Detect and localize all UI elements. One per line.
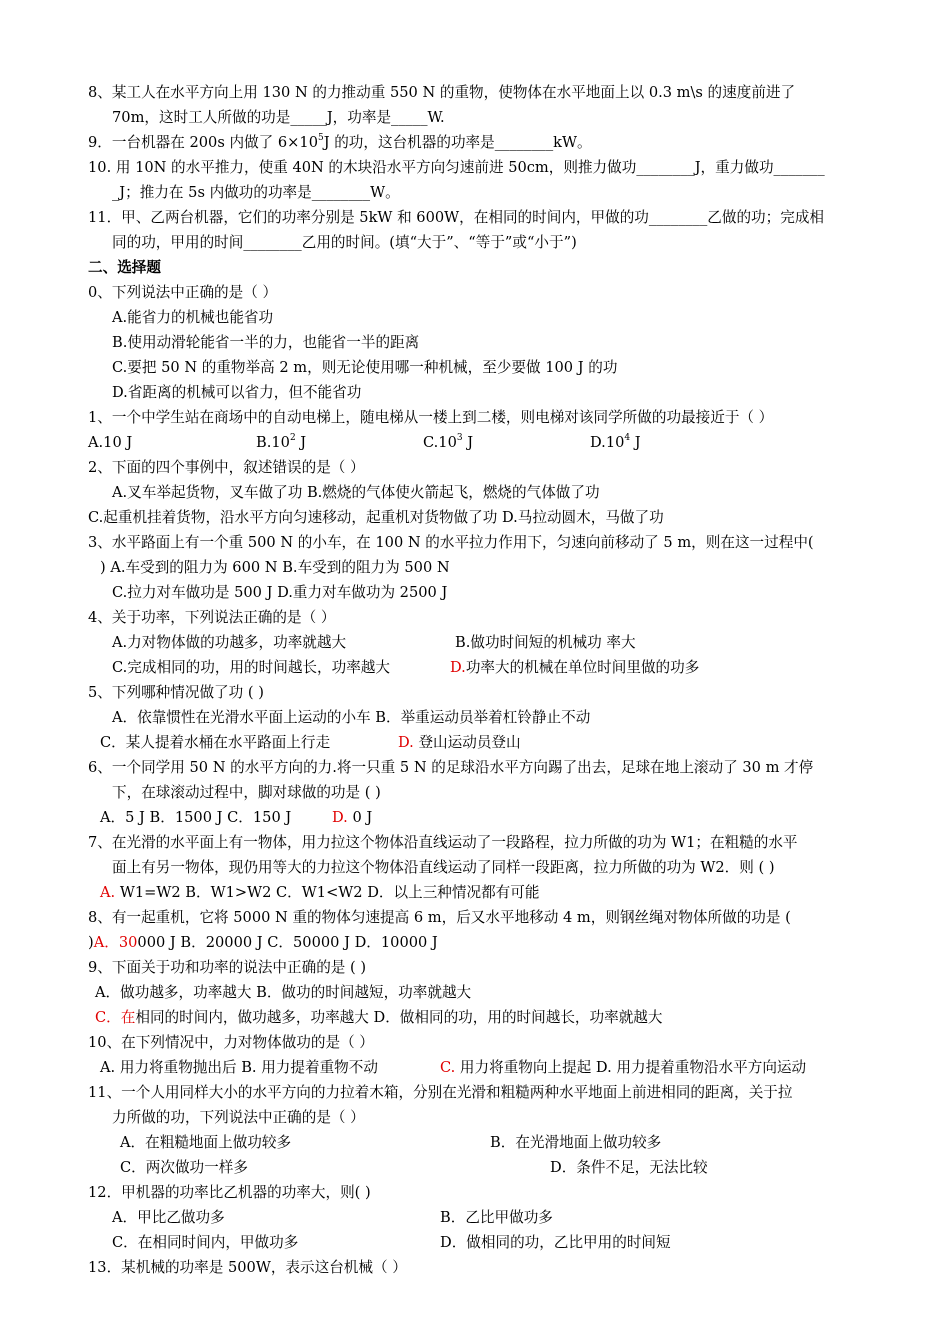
text-line: [112, 783, 381, 803]
text-segment: D．做相同的功，乙比甲用的时间短: [440, 1234, 671, 1251]
text-segment: D.10: [590, 434, 625, 451]
text-line: [88, 408, 773, 428]
text-segment: A.10 J: [88, 434, 133, 451]
text-line: [88, 958, 366, 978]
text-line: [88, 133, 592, 153]
text-line: [88, 158, 825, 178]
text-line: [88, 608, 335, 628]
text-line: [88, 1083, 792, 1103]
text-segment: 同的功，甲用的时间________乙用的时间。(填“大于”、“等于”或“小于”): [112, 234, 577, 251]
text-line: [440, 1058, 806, 1078]
text-segment: ) A.车受到的阻力为 600 N B.车受到的阻力为 500 N: [100, 559, 450, 576]
text-line: [112, 483, 600, 503]
text-segment: D.省距离的机械可以省力，但不能省功: [112, 384, 362, 401]
text-segment: 二、选择题: [88, 259, 161, 276]
text-line: [440, 1208, 553, 1228]
text-line: [112, 333, 419, 353]
text-segment: J 的功，这台机器的功率是________kW。: [323, 134, 592, 151]
text-segment: A．依靠惯性在光滑水平面上运动的小车 B．举重运动员举着杠铃静止不动: [112, 709, 591, 726]
text-segment: 13．某机械的功率是 500W，表示这台机械（ ）: [88, 1259, 407, 1276]
section-heading: [88, 258, 161, 278]
text-line: [112, 183, 400, 203]
answer-mark: D.: [398, 734, 414, 751]
text-line: [88, 1033, 374, 1053]
text-line: [112, 633, 346, 653]
text-line: [95, 1008, 662, 1028]
text-segment: C．某人提着水桶在水平路面上行走: [100, 734, 331, 751]
text-segment: B.10: [256, 434, 290, 451]
text-segment: 12．甲机器的功率比乙机器的功率大，则( ): [88, 1184, 371, 1201]
text-segment: _J；推力在 5s 内做功的功率是________W。: [112, 184, 400, 201]
text-segment: B．在光滑地面上做功较多: [490, 1134, 662, 1151]
text-segment: A．做功越多，功率越大 B．做功的时间越短，功率就越大: [95, 984, 472, 1001]
text-line: [88, 458, 365, 478]
answer-mark: A.: [100, 884, 116, 901]
text-line: [550, 1158, 708, 1178]
text-segment: 11、一个人用同样大小的水平方向的力拉着木箱，分别在光滑和粗糙两种水平地面上前进相同的距离，关于拉: [88, 1084, 793, 1101]
text-line: [95, 983, 471, 1003]
text-line: [88, 1258, 407, 1278]
text-line: [590, 433, 641, 453]
text-segment: B.做功时间短的机械功 率大: [455, 634, 636, 651]
text-segment: A．甲比乙做功多: [112, 1209, 225, 1226]
text-line: [112, 108, 445, 128]
text-line: [112, 1208, 225, 1228]
text-line: [100, 558, 450, 578]
answer-mark: C.: [440, 1059, 456, 1076]
text-line: [112, 858, 775, 878]
text-segment: 9．一台机器在 200s 内做了 6×10: [88, 134, 318, 151]
text-line: [112, 708, 590, 728]
text-segment: 6、一个同学用 50 N 的水平方向的力.将一只重 5 N 的足球沿水平方向踢了出去，足球在地上滚动了 30 m 才停: [88, 759, 814, 776]
superscript: 3: [456, 433, 463, 444]
text-segment: 下，在球滚动过程中，脚对球做的功是 ( ): [112, 784, 381, 801]
superscript: 5: [317, 133, 324, 144]
text-segment: C.拉力对车做功是 500 J D.重力对车做功为 2500 J: [112, 584, 448, 601]
text-line: [120, 1133, 291, 1153]
text-segment: 10. 用 10N 的水平推力，使重 40N 的木块沿水平方向匀速前进 50cm，则推力做功________J，重力做功_______: [88, 159, 825, 176]
text-line: [450, 658, 699, 678]
text-line: [100, 883, 539, 903]
text-segment: 8、有一起重机，它将 5000 N 重的物体匀速提高 6 m，后又水平地移动 4 m，则钢丝绳对物体所做的功是 (: [88, 909, 791, 926]
text-segment: 9、下面关于功和功率的说法中正确的是 ( ): [88, 959, 367, 976]
text-line: [88, 908, 791, 928]
text-segment: J: [630, 434, 641, 451]
answer-mark: D.: [332, 809, 348, 826]
text-line: [88, 433, 132, 453]
text-segment: J: [462, 434, 474, 451]
text-line: [100, 808, 291, 828]
text-segment: ): [88, 934, 94, 951]
text-segment: C．在相同时间内，甲做功多: [112, 1234, 299, 1251]
text-segment: 0、下列说法中正确的是（ ）: [88, 284, 278, 301]
text-line: [112, 233, 577, 253]
text-line: [112, 358, 617, 378]
text-segment: B．乙比甲做功多: [440, 1209, 553, 1226]
text-line: [332, 808, 372, 828]
answer-mark: C．在: [95, 1009, 136, 1026]
text-line: [88, 508, 664, 528]
text-segment: C.完成相同的功，用的时间越长，功率越大: [112, 659, 390, 676]
text-segment: C.10: [423, 434, 457, 451]
text-segment: C.要把 50 N 的重物举高 2 m，则无论使用哪一种机械，至少要做 100 J 的功: [112, 359, 618, 376]
text-line: [112, 1108, 365, 1128]
text-segment: W1=W2 B．W1>W2 C．W1<W2 D．以上三种情况都有可能: [115, 884, 540, 901]
text-segment: 2、下面的四个事例中，叙述错误的是（ ）: [88, 459, 365, 476]
text-segment: A. 用力将重物抛出后 B. 用力提着重物不动: [100, 1059, 378, 1076]
answer-mark: D.: [450, 659, 466, 676]
text-segment: 力所做的功，下列说法中正确的是（ ）: [112, 1109, 365, 1126]
text-segment: J: [295, 434, 307, 451]
text-segment: A.能省力的机械也能省功: [112, 309, 274, 326]
text-segment: B.使用动滑轮能省一半的力，也能省一半的距离: [112, 334, 420, 351]
text-segment: 3、水平路面上有一个重 500 N 的小车，在 100 N 的水平拉力作用下，匀速向前移动了 5 m，则在这一过程中(: [88, 534, 814, 551]
text-segment: 8、某工人在水平方向上用 130 N 的力推动重 550 N 的重物，使物体在水平地面上以 0.3 m\s 的速度前进了: [88, 84, 796, 101]
superscript: 4: [624, 433, 631, 444]
text-line: [88, 933, 438, 953]
text-segment: 70m，这时工人所做的功是_____J，功率是_____W.: [112, 109, 445, 126]
text-segment: 功率大的机械在单位时间里做的功多: [465, 659, 700, 676]
text-line: [112, 383, 361, 403]
text-segment: 5、下列哪种情况做了功 ( ): [88, 684, 264, 701]
text-line: [88, 208, 824, 228]
text-segment: 10、在下列情况中，力对物体做功的是（ ）: [88, 1034, 374, 1051]
text-segment: 登山运动员登山: [413, 734, 521, 751]
text-line: [88, 83, 795, 103]
text-line: [455, 633, 636, 653]
text-line: [88, 833, 798, 853]
text-segment: 000 J B．20000 J C．50000 J D．10000 J: [137, 934, 438, 951]
text-segment: A.叉车举起货物，叉车做了功 B.燃烧的气体使火箭起飞，燃烧的气体做了功: [112, 484, 600, 501]
text-line: [490, 1133, 661, 1153]
text-segment: A．5 J B．1500 J C．150 J: [100, 809, 292, 826]
text-line: [120, 1158, 248, 1178]
text-line: [423, 433, 473, 453]
text-line: [256, 433, 306, 453]
text-line: [112, 658, 390, 678]
text-segment: 11．甲、乙两台机器，它们的功率分别是 5kW 和 600W，在相同的时间内，甲做的功________乙做的功；完成相: [88, 209, 825, 226]
text-segment: C．两次做功一样多: [120, 1159, 248, 1176]
text-segment: 7、在光滑的水平面上有一物体，用力拉这个物体沿直线运动了一段路程，拉力所做的功为 W1；在粗糙的水平: [88, 834, 798, 851]
text-line: [88, 1183, 371, 1203]
text-segment: 4、关于功率，下列说法正确的是（ ）: [88, 609, 336, 626]
text-segment: 相同的时间内，做功越多，功率越大 D．做相同的功，用的时间越长，功率就越大: [135, 1009, 663, 1026]
text-line: [112, 583, 447, 603]
text-segment: A．在粗糙地面上做功较多: [120, 1134, 292, 1151]
text-line: [112, 1233, 298, 1253]
text-line: [440, 1233, 671, 1253]
text-line: [100, 1058, 378, 1078]
text-segment: D．条件不足，无法比较: [550, 1159, 708, 1176]
text-line: [88, 758, 813, 778]
text-segment: 0 J: [347, 809, 373, 826]
text-segment: A.力对物体做的功越多，功率就越大: [112, 634, 347, 651]
text-line: [88, 283, 277, 303]
text-segment: 用力将重物向上提起 D. 用力提着重物沿水平方向运动: [455, 1059, 807, 1076]
superscript: 2: [289, 433, 296, 444]
text-line: [112, 308, 273, 328]
text-segment: C.起重机挂着货物，沿水平方向匀速移动，起重机对货物做了功 D.马拉动圆木，马做了功: [88, 509, 664, 526]
text-line: [88, 533, 814, 553]
text-line: [398, 733, 521, 753]
answer-mark: A．30: [93, 934, 138, 951]
text-line: [88, 683, 264, 703]
text-line: [100, 733, 330, 753]
text-segment: 面上有另一物体，现仍用等大的力拉这个物体沿直线运动了同样一段距离，拉力所做的功为 W2．则 ( ): [112, 859, 775, 876]
text-segment: 1、一个中学生站在商场中的自动电梯上，随电梯从一楼上到二楼，则电梯对该同学所做的功最接近于（ ）: [88, 409, 774, 426]
